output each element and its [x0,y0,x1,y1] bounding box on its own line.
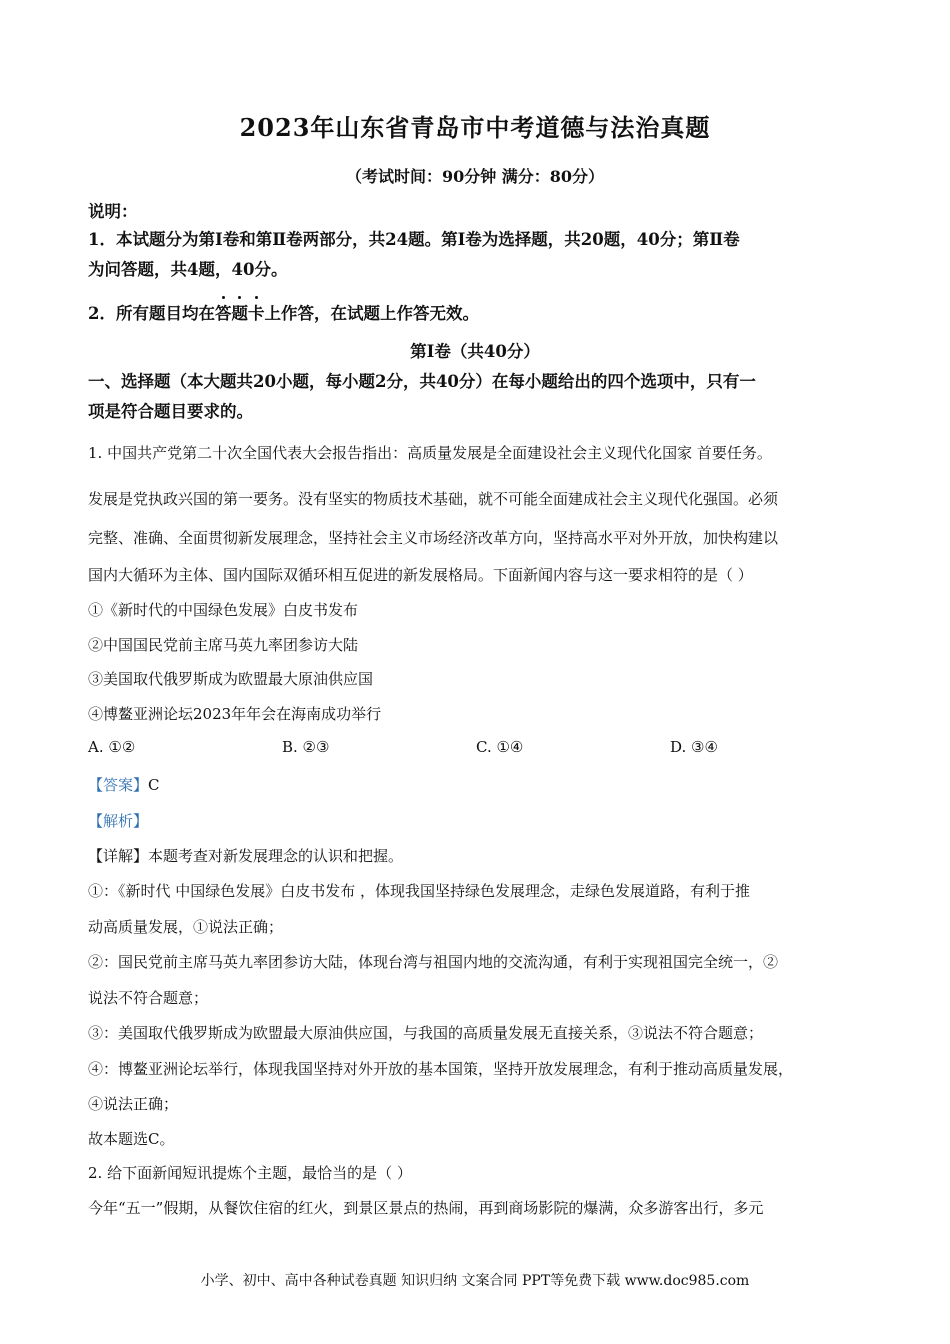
question-1-stem-line-4: 国内大循环为主体、国内国际双循环相互促进的新发展格局。下面新闻内容与这一要求相符的是（ ） [88,566,753,584]
detail-line: 动高质量发展，①说法正确； [88,918,284,936]
answer-line [88,774,160,795]
option-d: D. ③④ [670,738,718,756]
question-1-stem-line-3: 完整、准确、全面贯彻新发展理念，坚持社会主义市场经济改革方向，坚持高水平对外开放，加快构建以 [88,529,779,547]
emphasis-char: 题 [231,304,248,323]
part-1-instructions-line-1: 一、选择题（本大题共20小题，每小题2分，共40分）在每小题给出的四个选项中，只有一 [88,372,756,391]
page-footer: 小学、初中、高中各种试卷真题 知识归纳 文案合同 PPT等免费下载 www.doc985.com [200,1273,750,1289]
part-1-instructions-line-2: 项是符合题目要求的。 [88,402,253,421]
detail-line: ④：博鳌亚洲论坛举行，体现我国坚持对外开放的基本国策，坚持开放发展理念，有利于推动高质量发展， [88,1060,794,1078]
emphasis-char: 答 [214,304,232,323]
detail-line: ③：美国取代俄罗斯成为欧盟最大原油供应国，与我国的高质量发展无直接关系，③说法不符合题意； [88,1024,764,1042]
section-heading: 第Ⅰ卷（共40分） [410,342,540,361]
note-2-after: 上作答，在试题上作答无效。 [264,304,479,323]
question-1-item: ①《新时代的中国绿色发展》白皮书发布 [88,601,359,619]
emphasis-char: 卡 [247,304,265,323]
detail-line: ①：《新时代 中国绿色发展》白皮书发布 ，体现我国坚持绿色发展理念，走绿色发展道路，有利于推 [88,882,751,900]
note-2 [88,300,479,324]
detail-line: ②：国民党前主席马英九率团参访大陆，体现台湾与祖国内地的交流沟通，有利于实现祖国完全统一，② [88,953,779,971]
question-1-stem-line-1: 1. 中国共产党第二十次全国代表大会报告指出：高质量发展是全面建设社会主义现代化国家 首要任务。 [88,444,772,462]
question-1-stem-line-2: 发展是党执政兴国的第一要务。没有坚实的物质技术基础，就不可能全面建成社会主义现代化强国。必须 [88,490,779,508]
question-2-stem-line-2: 今年“五一”假期，从餐饮住宿的红火，到景区景点的热闹，再到商场影院的爆满，众多游客出行，多元 [88,1199,764,1217]
option-b: B. ②③ [282,738,330,756]
note-1-line-2: 为问答题，共4题，40分。 [88,260,288,279]
note-2-before: 2．所有题目均在 [88,304,215,323]
page-title: 2023年山东省青岛市中考道德与法治真题 [239,113,711,142]
option-c: C. ①④ [476,738,524,756]
detail-line: 故本题选C。 [88,1130,175,1148]
notes-label: 说明： [88,202,138,221]
question-1-item: ③美国取代俄罗斯成为欧盟最大原油供应国 [88,670,374,688]
question-1-item: ②中国国民党前主席马英九率团参访大陆 [88,636,359,654]
analysis-tag: 【解析】 [88,812,149,830]
detail-line: 说法不符合题意； [88,989,209,1007]
answer-value: C [148,776,160,794]
answer-tag: 【答案】 [88,776,149,794]
question-1-item: ④博鳌亚洲论坛2023年年会在海南成功举行 [88,705,382,723]
question-2-stem-line-1: 2. 给下面新闻短讯提炼个主题，最恰当的是（ ） [88,1164,412,1182]
option-a: A. ①② [88,738,136,756]
detail-line: 【详解】本题考查对新发展理念的认识和把握。 [88,847,404,865]
detail-line: ④说法正确； [88,1095,179,1113]
note-1-line-1: 1．本试题分为第Ⅰ卷和第Ⅱ卷两部分，共24题。第Ⅰ卷为选择题，共20题，40分；第Ⅱ卷 [88,230,740,249]
exam-info: （考试时间：90分钟 满分：80分） [345,167,605,186]
